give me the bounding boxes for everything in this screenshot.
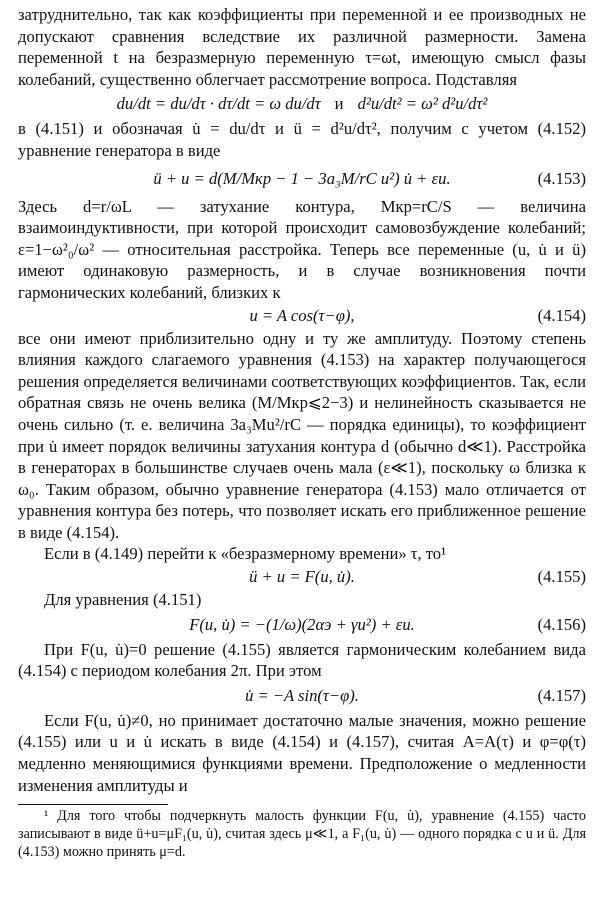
equation-4-157-body: u̇ = −A sin(τ−φ).	[245, 685, 359, 705]
substitution-equations	[18, 93, 586, 115]
paragraph-1: затруднительно, так как коэффициенты при переменной и ее производных не допускают сравнения вследствие их различной размерности. Замена переменной t на безразмерную переменную τ=ωt, имеющую смысл фазы колебаний, существенно облегчает рассмотрение вопроса. Подставляя	[18, 5, 586, 89]
equation-number-4-156: (4.156)	[537, 614, 586, 634]
equation-4-153-body: ü + u = d(M/Mкр − 1 − 3a₃M/rC u²) u̇ + εu.	[153, 168, 451, 188]
equation-number-4-157: (4.157)	[537, 685, 586, 705]
equation-number-4-155: (4.155)	[537, 567, 586, 587]
equation-4-154-body: u = A cos(τ−φ),	[249, 305, 355, 325]
subst-derivative-1: du/dt = du/dτ · dτ/dt = ω du/dτ	[116, 94, 321, 114]
equation-4-153	[18, 168, 586, 190]
paragraph-6: Для уравнения (4.151)	[44, 590, 202, 610]
paragraph-3: Здесь d=r/ωL — затухание контура, Mкр=rC/S — величина взаимоиндуктивности, при которой происходит самовозбуждение колебаний; ε=1−ω²₀/ω² — относительная расстройка. Теперь все переменные (u, u̇ и ü) имеют одинаковую размерность, и в случае возникновения почти гармонических колебаний, близких к	[18, 196, 586, 302]
equation-4-154	[18, 305, 586, 327]
paragraph-2: в (4.151) и обозначая u̇ = du/dτ и ü = d²u/dτ², получим с учетом (4.152) уравнение генератора в виде	[18, 119, 586, 160]
paragraph-8: Если F(u, u̇)≠0, но принимает достаточно малые значения, можно решение (4.155) или u и u̇ искать в виде (4.154) и (4.157), считая A=A(τ) и φ=φ(τ) медленно меняющимися функциями времени. Предположение о медленности изменения амплитуды и	[18, 710, 586, 795]
equation-4-155-body: ü + u = F(u, u̇).	[249, 567, 355, 587]
paragraph-4: все они имеют приблизительно одну и ту же амплитуду. Поэтому степень влияния каждого слагаемого уравнения (4.153) на характер получающегося решения определяется величинами соответствующих коэффициентов. Так, если обратная связь не очень велика (M/Mкр⩽2−3) и нелинейность сказывается не очень сильно (т. е. величина 3a₃Mu²/rC — порядка единицы), то коэффициент при u̇ имеет порядок величины затухания контура d (обычно d≪1). Расстройка в генераторах в большинстве случаев очень мала (ε≪1), поскольку ω близка к ω₀. Таким образом, обычно уравнение генератора (4.153) мало отличается от уравнения контура без потерь, что позволяет искать его приближенное решение в виде (4.154).	[18, 328, 586, 542]
equation-4-156	[18, 614, 586, 636]
equation-number-4-153: (4.153)	[537, 168, 586, 188]
equation-4-156-body: F(u, u̇) = −(1/ω)(2αэ + γu²) + εu.	[189, 614, 415, 634]
subst-derivative-2: d²u/dt² = ω² d²u/dτ²	[357, 94, 488, 114]
subst-and: и	[334, 94, 344, 114]
paragraph-5: Если в (4.149) перейти к «безразмерному времени» τ, то¹	[44, 544, 447, 564]
footnote: ¹ Для того чтобы подчеркнуть малость функции F(u, u̇), уравнение (4.155) часто записывают в виде ü+u=μF₁(u, u̇), считая здесь μ≪1, а F₁(u, u̇) — одного порядка с u и ü. Для (4.153) можно принять μ=d.	[18, 808, 586, 861]
footnote-rule	[18, 804, 168, 805]
equation-number-4-154: (4.154)	[537, 305, 586, 325]
paragraph-7: При F(u, u̇)=0 решение (4.155) является гармоническим колебанием вида (4.154) с периодом колебания 2π. При этом	[18, 639, 586, 681]
equation-4-157	[18, 685, 586, 707]
equation-4-155	[18, 566, 586, 588]
